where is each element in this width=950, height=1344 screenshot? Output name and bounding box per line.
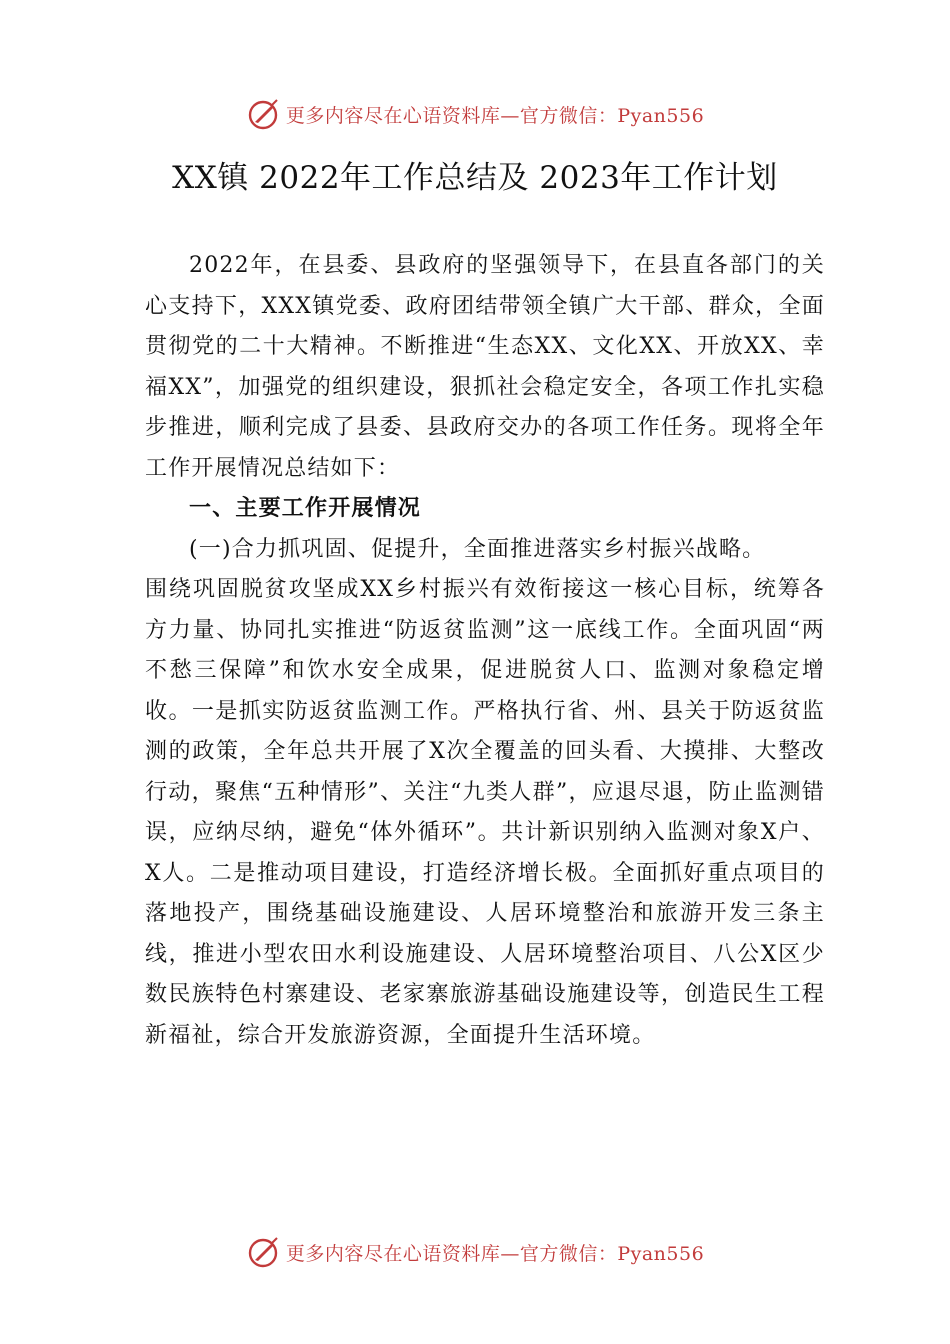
section-heading: 一、主要工作开展情况 xyxy=(189,496,422,521)
document-body xyxy=(145,246,825,1056)
watermark-text: 更多内容尽在心语资料库—官方微信：Pyan556 xyxy=(285,104,705,127)
intro-paragraph: 2022年，在县委、县政府的坚强领导下，在县直各部门的关心支持下，XXX镇党委、政府团结带领全镇广大干部、群众，全面贯彻党的二十大精神。不断推进“生态XX、文化XX、开放XX、幸福XX”，加强党的组织建设，狠抓社会稳定安全，各项工作扎实稳步推进，顺利完成了县委、县政府交办的各项工作任务。现将全年工作开展情况总结如下： xyxy=(145,253,825,481)
watermark-footer xyxy=(0,1232,950,1272)
watermark-text: 更多内容尽在心语资料库—官方微信：Pyan556 xyxy=(285,1242,705,1265)
quill-pen-circle-icon xyxy=(246,1235,280,1269)
document-title: XX镇 2022年工作总结及 2023年工作计划 xyxy=(172,160,778,196)
quill-pen-circle-icon xyxy=(246,97,280,131)
subsection-heading: (一)合力抓巩固、促提升，全面推进落实乡村振兴战略。 xyxy=(189,536,766,562)
watermark-header xyxy=(0,94,950,134)
subsection-paragraph: 围绕巩固脱贫攻坚成XX乡村振兴有效衔接这一核心目标，统筹各方力量、协同扎实推进“防返贫监测”这一底线工作。全面巩固“两不愁三保障”和饮水安全成果，促进脱贫人口、监测对象稳定增收。一是抓实防返贫监测工作。严格执行省、州、县关于防返贫监测的政策，全年总共开展了X次全覆盖的回头看、大摸排、大整改行动，聚焦“五种情形”、关注“九类人群”，应退尽退，防止监测错误，应纳尽纳，避免“体外循环”。共计新识别纳入监测对象X户、X人。二是推动项目建设，打造经济增长极。全面抓好重点项目的落地投产，围绕基础设施建设、人居环境整治和旅游开发三条主线，推进小型农田水利设施建设、人居环境整治项目、八公X区少数民族特色村寨建设、老家寨旅游基础设施建设等，创造民生工程新福祉，综合开发旅游资源，全面提升生活环境。 xyxy=(145,577,825,1048)
